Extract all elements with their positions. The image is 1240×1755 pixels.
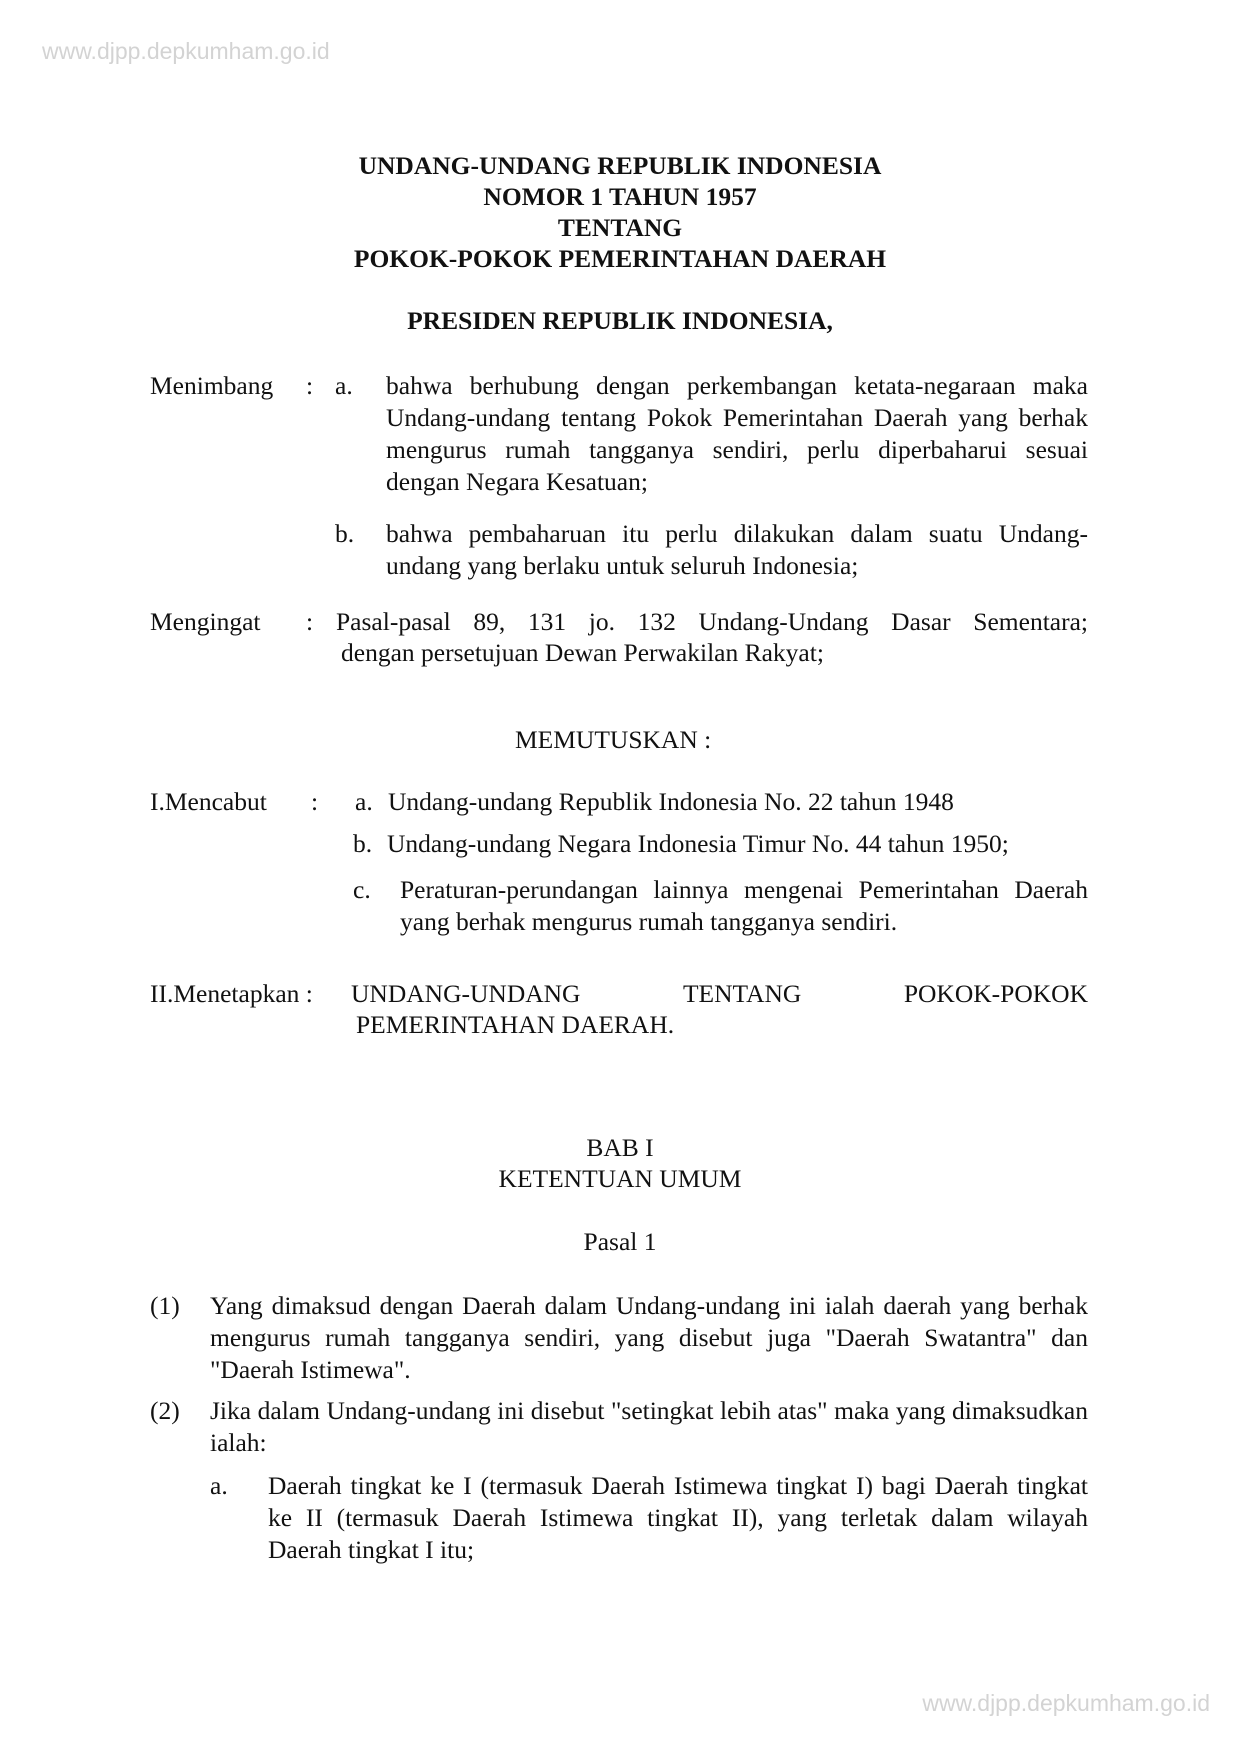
mengingat-colon: : bbox=[306, 607, 314, 636]
menimbang-label: Menimbang bbox=[150, 371, 274, 400]
menetapkan-label: II.Menetapkan : bbox=[150, 979, 313, 1008]
menetapkan-line-1 bbox=[351, 978, 1088, 1010]
menetapkan-line-2: PEMERINTAHAN DAERAH. bbox=[356, 1010, 675, 1039]
menimbang-marker-b: b. bbox=[335, 519, 355, 548]
pasal-item-1: Yang dimaksud dengan Daerah dalam Undang-undang ini ialah daerah yang berhak mengurus rumah tangganya sendiri, yang disebut juga "Daerah Swatantra" dan "Daerah Istimewa". bbox=[210, 1291, 1088, 1384]
pasal-marker-2: (2) bbox=[150, 1396, 180, 1425]
title-line-3: TENTANG bbox=[557, 213, 683, 242]
president-heading: PRESIDEN REPUBLIK INDONESIA, bbox=[407, 306, 833, 335]
mencabut-marker-b: b. bbox=[353, 829, 373, 858]
pasal-marker-1: (1) bbox=[150, 1291, 180, 1320]
pasal-sub-marker-a: a. bbox=[210, 1471, 228, 1500]
menimbang-item-a: bahwa berhubung dengan perkembangan ketata-negaraan maka Undang-undang tentang Pokok Pemerintahan Daerah yang berhak mengurus rumah tangganya sendiri, perlu diperbaharui sesuai dengan Negara Kesatuan; bbox=[386, 371, 1088, 496]
watermark-bottom: www.djpp.depkumham.go.id bbox=[922, 1690, 1210, 1716]
menetapkan-word-1: UNDANG-UNDANG bbox=[351, 979, 581, 1008]
title-line-1: UNDANG-UNDANG REPUBLIK INDONESIA bbox=[358, 151, 882, 180]
mengingat-text: Pasal-pasal 89, 131 jo. 132 Undang-Undang Dasar Sementara; bbox=[336, 607, 1088, 636]
watermark-top: www.djpp.depkumham.go.id bbox=[42, 38, 330, 64]
mencabut-colon: : bbox=[311, 787, 319, 816]
mencabut-marker-c: c. bbox=[353, 875, 371, 904]
mengingat-line-1 bbox=[336, 606, 1088, 638]
bab-title: KETENTUAN UMUM bbox=[498, 1164, 742, 1193]
mencabut-item-a: Undang-undang Republik Indonesia No. 22 tahun 1948 bbox=[388, 787, 954, 816]
menetapkan-word-2: TENTANG bbox=[682, 979, 802, 1008]
menimbang-item-b: bahwa pembaharuan itu perlu dilakukan dalam suatu Undang-undang yang berlaku untuk seluruh Indonesia; bbox=[386, 519, 1088, 580]
pasal-item-2: Jika dalam Undang-undang ini disebut "setingkat lebih atas" maka yang dimaksudkan ialah: bbox=[210, 1396, 1088, 1457]
menimbang-marker-a: a. bbox=[335, 371, 353, 400]
mencabut-label: I.Mencabut bbox=[150, 787, 267, 816]
mencabut-item-b: Undang-undang Negara Indonesia Timur No. 44 tahun 1950; bbox=[387, 829, 1009, 858]
menimbang-colon: : bbox=[306, 371, 314, 400]
bab-number: BAB I bbox=[586, 1133, 654, 1162]
menetapkan-word-3: POKOK-POKOK bbox=[903, 979, 1088, 1008]
title-line-4: POKOK-POKOK PEMERINTAHAN DAERAH bbox=[353, 244, 887, 273]
mengingat-text-2: dengan persetujuan Dewan Perwakilan Rakyat; bbox=[341, 638, 824, 667]
mencabut-item-c: Peraturan-perundangan lainnya mengenai Pemerintahan Daerah yang berhak mengurus rumah tangganya sendiri. bbox=[400, 875, 1088, 936]
mencabut-marker-a: a. bbox=[355, 787, 373, 816]
memutuskan-heading: MEMUTUSKAN : bbox=[515, 725, 712, 754]
title-line-2: NOMOR 1 TAHUN 1957 bbox=[483, 182, 757, 211]
mengingat-label: Mengingat bbox=[150, 607, 261, 636]
pasal-title: Pasal 1 bbox=[583, 1227, 657, 1256]
pasal-sub-item-a: Daerah tingkat ke I (termasuk Daerah Istimewa tingkat I) bagi Daerah tingkat ke II (termasuk Daerah Istimewa tingkat II), yang terletak dalam wilayah Daerah tingkat I itu; bbox=[268, 1471, 1088, 1564]
